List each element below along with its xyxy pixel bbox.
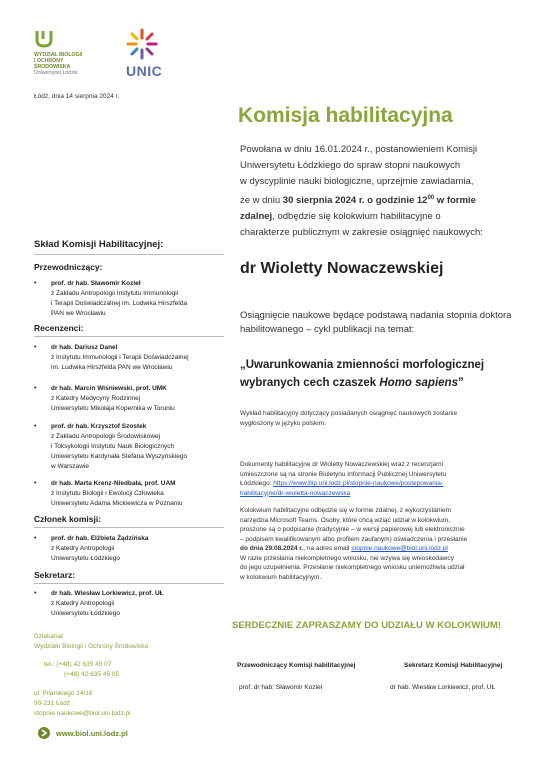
university-logo-icon <box>34 28 54 48</box>
dean-office: Dziekanat Wydziału Biologii i Ochrony Środowiska <box>34 633 149 650</box>
page-title: Komisja habilitacyjna <box>238 104 453 127</box>
announcement-intro: Powołana w dniu 16.01.2024 r., postanowieniem Komisji Uniwersytetu Łódzkiego do spraw stopni naukowych w dyscyplinie nauki biologiczne, uprzejmie zawiadamia, że w dniu 30 sierpnia 2024 r. o godzinie $12^{00}$ w formie zdalnej, odbędzie się kolokwium habilitacyjne o charakterze publicznym w zakresie osiągnięć naukowych: <box>240 144 483 239</box>
committee-member: • dr hab. Wiesław Lorkiewicz, prof. UŁ z Katedry Antropologii Uniwersytetu Łódzkiego <box>39 589 164 619</box>
secretary-label: Sekretarz: <box>34 570 76 580</box>
email-link[interactable]: stopnie.naukowe@biol.uni.lodz.pl <box>351 545 448 552</box>
lecture-note: Wykład habilitacyjny dotyczący posiadanych osiągnięć naukowych zostanie wygłoszony w języku polskim. <box>240 410 458 427</box>
bip-link[interactable]: https://www.bip.uni.lodz.pl/stopnie-naukowe/postepowania- <box>273 480 444 487</box>
candidate-name: dr Wioletty Nowaczewskiej <box>240 260 444 277</box>
unic-logo-icon <box>126 28 158 60</box>
contact-email[interactable]: stopnie.naukowe@biol.uni.lodz.pl <box>34 710 131 717</box>
divider <box>34 336 224 337</box>
unic-logo-text: UNIC <box>126 63 163 79</box>
secretary-signature-name: dr hab. Wiesław Lorkiewicz, prof. UŁ <box>390 684 496 691</box>
website-link[interactable]: www.biol.uni.lodz.pl <box>56 729 128 738</box>
arrow-right-icon <box>38 727 50 739</box>
committee-member: • dr hab. Dariusz Danel z Instytutu Immunologii i Terapii Doświadczalnej im. Ludwika Hirszfelda PAN we Wrocławiu <box>39 343 189 373</box>
chair-label: Przewodniczący: <box>34 262 103 272</box>
phone-numbers: tel.: (+48) 42 635 45 07 (+48) 42 635 45 05 <box>44 661 120 678</box>
committee-member: • prof. dr hab. Sławomir Kozieł z Zakładu Antropologii Instytutu Immunologii i Terapii Doświadczalnej im. Ludwika Hirszfelda PAN we Wrocławiu <box>39 279 187 319</box>
divider <box>34 254 224 255</box>
invitation-banner: SERDECZNIE ZAPRASZAMY DO UDZIAŁU W KOLOKWIUM! <box>232 620 501 631</box>
divider <box>34 583 224 584</box>
committee-member: • prof. dr hab. Krzysztof Szostek z Zakładu Antropologii Środowiskowej i Toksykologii Instytutu Nauk Biologicznych Uniwersytetu Kardynała Stefana Wyszyńskiego w Warszawie <box>39 422 187 472</box>
faculty-name: WYDZIAŁ BIOLOGII I OCHRONY ŚRODOWISKA Uniwersytet Łódzki <box>34 52 83 76</box>
publication-topic: „Uwarunkowania zmienności morfologicznej wybranych cech czaszek Homo sapiens” <box>240 359 485 389</box>
committee-member: • dr hab. Marta Krenz-Niedbała, prof. UAM z Instytutu Biologii i Ewolucji Człowieka Uniwersytetu Adama Mickiewicza w Poznaniu <box>39 479 183 509</box>
online-colloquium-note: Kolokwium habilitacyjne odbędzie się w formie zdalnej, z wykorzystaniem narzędzia Microsoft Teams. Osoby, które chcą wziąć udział w kolokwium, proszone są o podpisanie (tradycyjnie – w wersji papierowej lub elektronicznie – podpisem kwalifikowanym albo profilem zaufanym) oświadczenia i przesłanie do dnia 29.08.2024 r., na adres email stopnie.naukowe@biol.uni.lodz.pl W razie przesłania niekompletnego wniosku, nie wzywa się wnioskodawcy do jego uzupełnienia. Przesłanie niekompletnego wniosku uniemożliwia udział w kolokwium habilitacyjnym. <box>240 507 468 581</box>
document-date: Łódź, dnia 14 sierpnia 2024 r. <box>34 93 120 100</box>
committee-heading: Skład Komisji Habilitacyjnej: <box>34 239 164 250</box>
documents-note: Dokumenty habilitacyjne dr Wioletty Nowaczewskiej wraz z recenzjami umieszczone są na stronie Biuletynu Informacji Publicznej Uniwersytetu Łódzkiego: https://www.bip.uni.lodz.pl/stopnie-naukowe/postepowania- habilitacyjne/dr-wioletta-nowaczewska <box>240 461 447 497</box>
postal-address: ul. Pilarskiego 14/16 90-231 Łódź stopnie.naukowe@biol.uni.lodz.pl <box>34 690 131 717</box>
reviewers-label: Recenzenci: <box>34 323 84 333</box>
member-label: Członek komisji: <box>34 514 102 524</box>
achievement-basis: Osiągnięcie naukowe będące podstawą nadania stopnia doktora habilitowanego – cykl publikacji na temat: <box>240 310 512 335</box>
secretary-signature-role: Sekretarz Komisji Habilitacyjnej <box>404 662 503 669</box>
bip-link-continued[interactable]: habilitacyjne/dr-wioletta-nowaczewska <box>240 489 351 497</box>
chair-signature-role: Przewodniczący Komisji habilitacyjnej <box>237 662 356 669</box>
chair-signature-name: prof. dr hab. Sławomir Kozieł <box>239 684 323 691</box>
committee-member: • prof. dr hab. Elżbieta Żądzińska z Katedry Antropologii Uniwersytetu Łódzkiego <box>39 534 149 564</box>
divider <box>34 527 224 528</box>
committee-member: • dr hab. Marcin Wiśniewski, prof. UMK z Katedry Medycyny Rodzinnej Uniwersytetu Mikołaja Kopernika w Toruniu <box>39 384 175 414</box>
